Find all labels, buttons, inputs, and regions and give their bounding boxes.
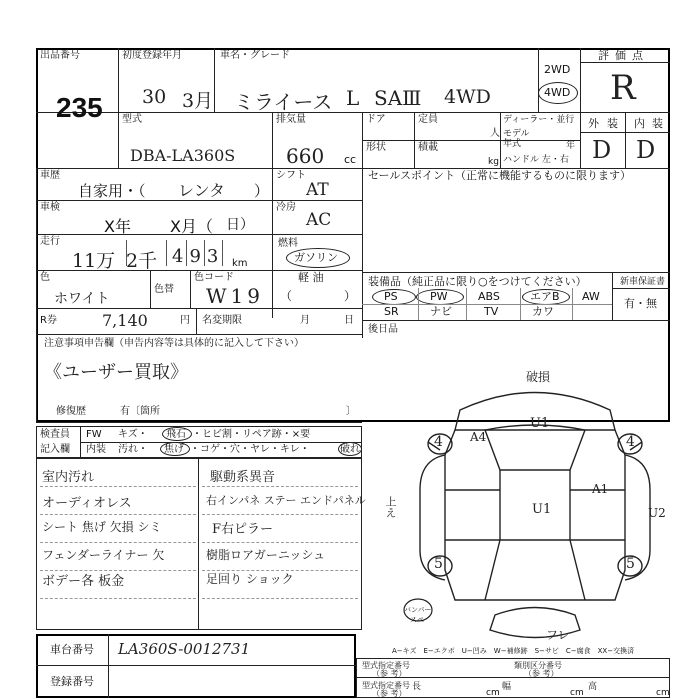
- remark-side-note: 上え: [384, 496, 397, 518]
- score-label: 評価点: [598, 49, 649, 62]
- dealer-label: ディーラー・並行: [503, 115, 575, 125]
- history-close: ）: [254, 182, 270, 200]
- diagram-bottom-label: フレ: [546, 628, 570, 642]
- remark-left-5: ボデー各 板金: [42, 574, 125, 589]
- remark-left-1: 室内汚れ: [42, 470, 95, 485]
- equip-aw: AW: [582, 290, 600, 303]
- diagram-a4: A4: [470, 430, 487, 444]
- diagram-wheel-tr: 4: [626, 434, 635, 450]
- inspection-year: X年: [104, 217, 131, 236]
- displacement-unit: cc: [344, 153, 357, 166]
- displacement-label: 排気量: [276, 114, 306, 125]
- diagram-wheel-bl: 5: [434, 556, 443, 572]
- cert-b-sub: （参 考）: [524, 669, 559, 678]
- repair-value: 有〔箇所: [120, 406, 160, 417]
- warranty-value: 有・無: [624, 297, 657, 310]
- remark-right-1: 駆動系異音: [210, 470, 276, 485]
- exterior-label-b: 装: [607, 117, 618, 130]
- recorder-row2: 汚れ・: [118, 444, 148, 455]
- diagram-a1: A1: [592, 482, 609, 496]
- mileage-unit: km: [232, 258, 248, 269]
- color-code-label: 色コード: [194, 272, 234, 283]
- dim-height-unit: cm: [656, 688, 670, 698]
- mileage-rest: 493: [172, 246, 225, 267]
- inspection-label: 車検: [40, 202, 60, 213]
- equip-airbag: エアB: [530, 290, 560, 303]
- color-value: ホワイト: [54, 291, 110, 307]
- interior-score: D: [636, 136, 656, 164]
- car-grade-value: L: [346, 86, 360, 110]
- cert-a-label: 型式指定番号: [362, 661, 410, 670]
- remark-right-4: 樹脂ロアガーニッシュ: [206, 548, 326, 562]
- ac-value: AC: [306, 210, 332, 230]
- inspector-row1b: 飛石: [166, 429, 186, 440]
- car-drive-text: 4WD: [444, 86, 491, 108]
- recycle-value: 7,140: [102, 311, 148, 330]
- diagram-top-label: 破損: [526, 370, 551, 384]
- color-change-label: 色替: [154, 284, 174, 295]
- first-reg-label: 初度登録年月: [122, 50, 182, 61]
- handle-label: ハンドル 左・右: [503, 155, 569, 165]
- equip-tv: TV: [484, 305, 499, 318]
- interior-label-b: 装: [652, 117, 663, 130]
- equip-leather: カワ: [532, 305, 554, 318]
- model-label: 型式: [122, 114, 142, 125]
- dealer-year-label: 年式: [503, 139, 522, 149]
- mileage-label: 走行: [40, 236, 60, 247]
- diagram-bumper: バンパー: [404, 606, 432, 614]
- equip-abs: ABS: [478, 290, 500, 303]
- equipment-label: 装備品（純正品に限り○をつけてください）: [368, 275, 587, 288]
- model-value: DBA-LA360S: [130, 146, 236, 165]
- diagram-wheel-br: 5: [626, 556, 635, 572]
- dim-length: 長: [412, 682, 422, 692]
- sales-label: セールスポイント（正常に機能するものに限ります）: [368, 169, 632, 182]
- equip-navi: ナビ: [430, 305, 452, 318]
- equip-ps: PS: [384, 290, 398, 303]
- fuel-gasoline: ガソリン: [294, 251, 338, 264]
- notes-value: 《ユーザー買取》: [44, 362, 188, 383]
- recycle-unit: 円: [180, 315, 190, 326]
- dealer-year-unit: 年: [566, 141, 576, 151]
- inspector-fw: FW: [86, 429, 102, 440]
- chassis-label: 車台番号: [50, 643, 94, 656]
- diagram-bumper-sub: スペ: [410, 616, 424, 624]
- dim-height: 高: [588, 682, 598, 692]
- ac-label: 冷房: [276, 202, 296, 213]
- door-label: ドア: [366, 114, 386, 125]
- fuel-paren-close: ）: [344, 289, 357, 303]
- drive-2wd: 2WD: [544, 63, 571, 76]
- car-name-label: 車名・グレード: [220, 50, 290, 61]
- dim-length-unit: cm: [486, 688, 500, 698]
- load-unit: kg: [488, 157, 499, 167]
- diagram-u1-mid: U1: [532, 502, 552, 517]
- equip-sr: SR: [384, 305, 399, 318]
- remark-left-4: フェンダーライナー 欠: [42, 548, 165, 562]
- later-label: 後日品: [368, 324, 398, 335]
- repair-close: 〕: [346, 406, 356, 417]
- remark-right-5: 足回り ショック: [206, 572, 294, 586]
- diagram-wheel-tl: 4: [434, 434, 443, 450]
- inspection-month: X月（: [170, 217, 213, 236]
- exterior-score: D: [592, 136, 612, 164]
- recycle-label: R券: [40, 315, 57, 326]
- interior-label: 内: [634, 117, 645, 130]
- color-code-value: W19: [206, 284, 265, 308]
- inspection-day: 日）: [226, 217, 254, 233]
- remark-left-3: シート 焦げ 欠損 シミ: [42, 520, 162, 534]
- reg-cert-label: 型式指定番号: [362, 681, 410, 690]
- dim-width-unit: cm: [570, 688, 584, 698]
- diagram-u1-top: U1: [530, 416, 550, 431]
- fuel-diesel: 軽 油: [298, 271, 324, 284]
- cert-b-label: 類別区分番号: [514, 661, 562, 670]
- first-reg-year: 30: [142, 86, 167, 108]
- color-label: 色: [40, 272, 50, 283]
- reg-cert-sub: （参 考）: [372, 689, 407, 698]
- equip-pw: PW: [430, 290, 448, 303]
- car-name-value: ミライース: [234, 90, 333, 114]
- name-deadline-label: 名変期限: [202, 315, 242, 326]
- shape-label: 形状: [366, 142, 386, 153]
- mileage-sen: 2千: [126, 250, 158, 272]
- history-label: 車歴: [40, 170, 60, 181]
- warranty-label: 新車保証書: [620, 277, 666, 287]
- drive-4wd: 4WD: [544, 86, 571, 99]
- diagram-u2: U2: [648, 506, 666, 520]
- exterior-label: 外: [588, 117, 599, 130]
- dealer-model-label: モデル: [503, 129, 530, 139]
- recorder-label: 記入欄: [40, 444, 70, 455]
- first-reg-month: 3月: [182, 90, 214, 112]
- capacity-unit: 人: [490, 128, 500, 139]
- recorder-row2b: 焦げ: [164, 444, 184, 455]
- inspector-row1c: ・ヒビ割・リペア跡・×要: [192, 429, 311, 440]
- cert-a-sub: （参 考）: [372, 669, 407, 678]
- fuel-label: 燃料: [278, 238, 298, 249]
- score-value: R: [610, 68, 636, 108]
- remark-left-2: オーディオレス: [42, 496, 132, 511]
- history-value: 自家用・（: [78, 182, 146, 200]
- lot-number: 235: [56, 92, 103, 123]
- recorder-naisou: 内装: [86, 444, 106, 455]
- lot-label: 出品番号: [40, 50, 80, 61]
- dim-width: 幅: [502, 682, 512, 692]
- remark-right-2: 右インパネ ステー エンドパネル: [206, 494, 366, 507]
- chassis-value: LA360S-0012731: [118, 640, 251, 658]
- car-sub-grade: SAⅢ: [374, 86, 422, 110]
- displacement-value: 660: [286, 144, 325, 168]
- load-label: 積載: [418, 142, 438, 153]
- regno-label: 登録番号: [50, 675, 94, 688]
- name-deadline-month: 月: [300, 315, 310, 326]
- capacity-label: 定員: [418, 114, 438, 125]
- mileage-man: 11万: [72, 250, 116, 272]
- name-deadline-day: 日: [344, 315, 354, 326]
- damage-legend: A−キズ E−エクボ U−凹み W−補修跡 S−サビ C−腐食 XX−交換済: [392, 647, 635, 655]
- recorder-row2d: 破れ: [340, 444, 360, 455]
- history-rental: レンタ: [178, 181, 225, 200]
- inspector-label: 検査員: [40, 429, 70, 440]
- fuel-paren-open: （: [280, 289, 293, 303]
- notes-label: 注意事項申告欄（申告内容等は具体的に記入して下さい）: [44, 338, 304, 349]
- shift-value: AT: [306, 180, 329, 200]
- recorder-row2c: ・コゲ・穴・ヤレ・キレ・: [190, 444, 310, 455]
- repair-label: 修復歴: [56, 406, 86, 417]
- shift-label: シフト: [276, 170, 306, 181]
- inspector-row1: キズ・: [118, 429, 148, 440]
- remark-right-3: F右ピラー: [212, 522, 274, 537]
